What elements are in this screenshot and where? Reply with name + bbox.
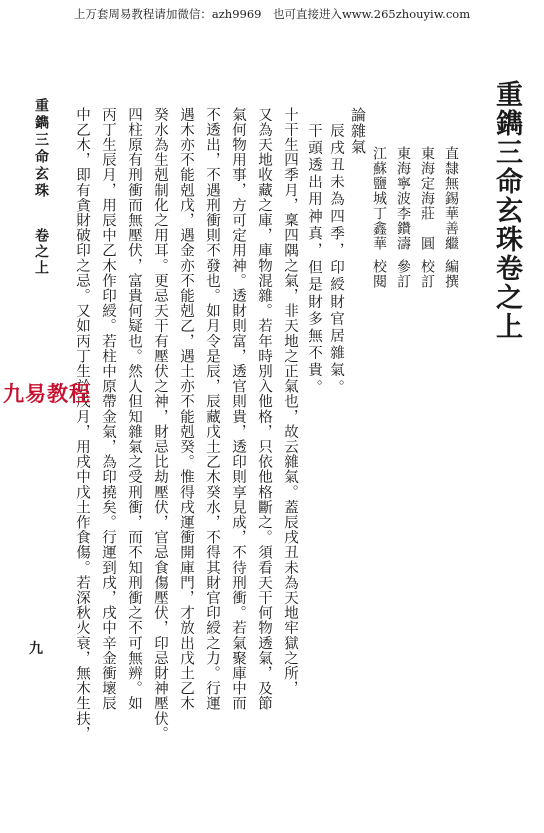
intro-line: 干頭透出用神真，但是財多無不貴。 <box>306 123 322 397</box>
credit-name: 東海定海莊 圓 <box>419 146 435 251</box>
intro-line: 辰戌丑未為四季，印綬財官居雜氣。 <box>328 123 344 397</box>
credit-4 <box>369 146 389 289</box>
page-header: 上万套周易教程请加微信：azh9969 也可直接进入www.265zhouyiw.com <box>73 7 471 21</box>
credit-role: 編撰 <box>443 259 459 289</box>
credit-3 <box>393 146 413 289</box>
body-line: 四柱原有刑衝而無壓伏，富貴何疑也。然人但知雜氣之受刑衝，而不知刑衝之不可無辨。如 <box>126 107 142 711</box>
credit-name: 江蘇鹽城丁鑫華 <box>371 146 387 251</box>
body-line: 十干生四季月，稟四隅之氣，非天地之正氣也，故云雜氣。蓋辰戌丑未為天地牢獄之所， <box>282 107 298 696</box>
body-line: 又為天地收藏之庫，庫物混雜。若年時別入他格，只依他格斷之。須看天干何物透氣，及節 <box>256 107 272 711</box>
credit-1 <box>441 146 461 289</box>
page-number: 九 <box>29 641 43 657</box>
running-volume: 卷之上 <box>33 228 49 276</box>
credit-2 <box>417 146 437 289</box>
body-line: 中乙木，即有貪財破印之忌。又如丙丁生於戌月，用戌中戊土作食傷。若深秋火衰，無木生扶， <box>74 107 90 742</box>
watermark: 九易教程 <box>3 382 91 406</box>
credit-name: 東海寧波李鑽濤 <box>395 146 411 251</box>
credit-role: 校訂 <box>419 259 435 289</box>
book-title: 重鐫三命玄珠卷之上 <box>491 80 522 341</box>
credit-role: 校閱 <box>371 259 387 289</box>
body-line: 丙丁生辰月，用辰中乙木作印綬。若柱中原帶金氣，為印撓矣。行運到戌，戌中辛金衝壞辰 <box>100 107 116 711</box>
credit-name: 直隸無錫華善繼 <box>443 146 459 251</box>
body-line: 不透出，不遇刑衝則不發也。如月令是辰，辰藏戊土乙木癸水，不得其財官印綬之力。行運 <box>204 107 220 711</box>
body-line: 癸水為生剋制化之用耳。更忌天干有壓伏之神，財忌比劫壓伏，官忌食傷壓伏，印忌財神壓伏。 <box>152 107 168 742</box>
section-title: 論雜氣 <box>349 107 367 155</box>
body-line: 遇木亦不能剋戊，遇金亦不能剋乙，遇土亦不能剋癸。惟得戌運衝開庫門，才放出戊土乙木 <box>178 107 194 711</box>
credit-role: 參訂 <box>395 259 411 289</box>
body-line: 氣何物用事，方可定用神。透財則富，透官則貴，透印則享見成，不待刑衝。若氣聚庫中而 <box>230 107 246 711</box>
running-title: 重鐫三命玄珠 <box>33 98 49 200</box>
